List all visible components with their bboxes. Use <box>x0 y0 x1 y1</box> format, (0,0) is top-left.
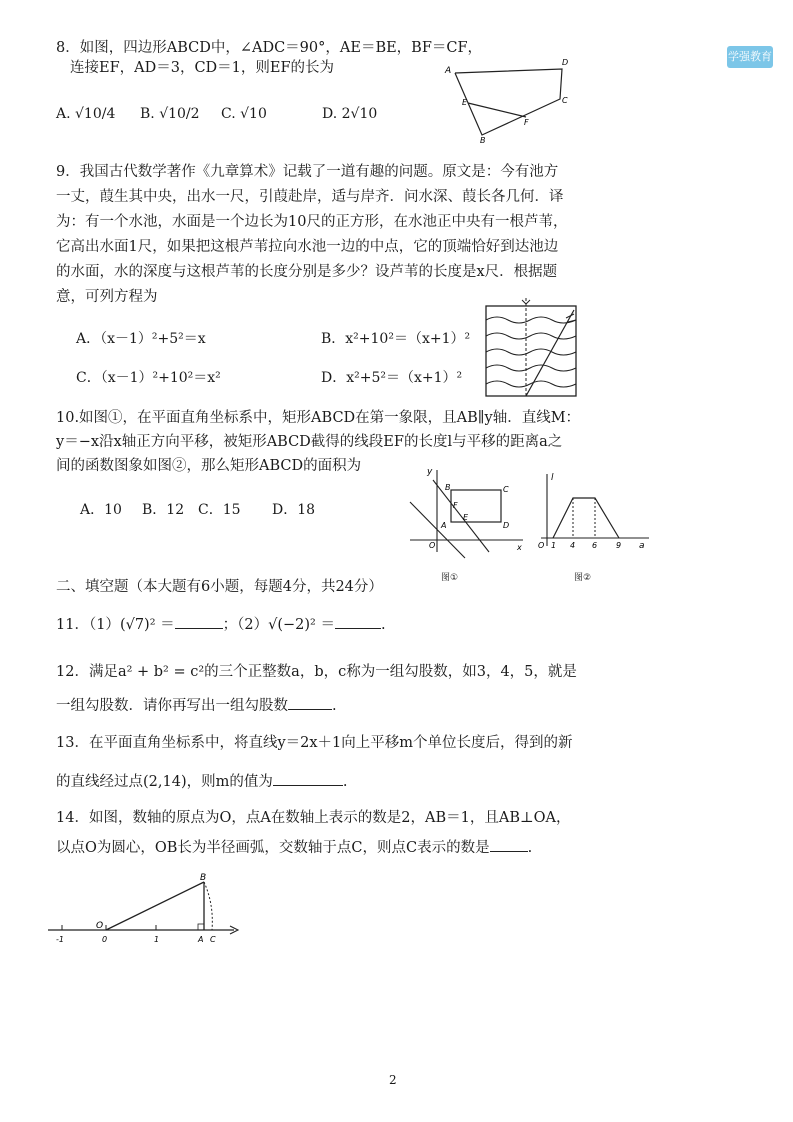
q8-line1: 8．如图，四边形ABCD中，∠ADC＝90°，AE＝BE，BF＝CF， <box>56 40 483 56</box>
q14-label-c: C <box>210 935 216 944</box>
q13-line1: 13．在平面直角坐标系中，将直线y＝2x＋1向上平移m个单位长度后，得到的新 <box>56 735 573 751</box>
q10-fig1-label-f: F <box>453 501 458 510</box>
q8-label-b: B <box>480 136 486 145</box>
q11-expression2: √(−2)² ＝ <box>268 617 335 633</box>
q10-figure2-function-graph <box>535 468 653 550</box>
q14-label-o: O <box>96 921 104 931</box>
q9-option-a: A．（x－1）²+5²＝x <box>76 331 206 347</box>
q10-line1: 10.如图①，在平面直角坐标系中，矩形ABCD在第一象限，且AB∥y轴．直线M： <box>56 410 581 426</box>
q10-figure1-caption: 图① <box>441 573 459 583</box>
q9-option-c: C．（x－1）²+10²＝x² <box>76 370 221 386</box>
q10-figure2-caption: 图② <box>574 573 592 583</box>
q14-end: . <box>527 840 533 856</box>
q9-line6: 意，可列方程为 <box>56 289 158 305</box>
q8-option-b: B. √10/2 <box>140 106 200 122</box>
q10-fig1-label-c: C <box>503 485 509 494</box>
q10-fig2-label-a: a <box>639 541 645 550</box>
q9-line5: 的水面，水的深度与这根芦苇的长度分别是多少？设芦苇的长度是x尺．根据题 <box>56 264 558 280</box>
q13-line2 <box>56 772 347 792</box>
q10-option-b: B．12 <box>142 502 185 518</box>
q10-option-d: D．18 <box>272 502 316 518</box>
q10-fig1-label-o: O <box>429 541 436 550</box>
q8-quadrilateral-figure <box>440 55 580 145</box>
q12-end: . <box>332 698 337 714</box>
q10-fig2-label-l: l <box>551 473 554 483</box>
q10-line3: 间的函数图象如图②，那么矩形ABCD的面积为 <box>56 458 362 474</box>
watermark-logo: 学强教育 <box>727 46 773 68</box>
q14-tick-minus1: -1 <box>56 935 64 944</box>
q9-line2: 一丈，葭生其中央，出水一尺，引葭赴岸，适与岸齐．问水深、葭长各几何．译 <box>56 189 564 205</box>
q10-fig1-label-x: x <box>517 543 522 552</box>
q12-line2 <box>56 696 337 716</box>
q14-line2-text: 以点O为圆心，OB长为半径画弧，交数轴于点C，则点C表示的数是 <box>56 840 490 856</box>
q11-separator: ；（2） <box>222 617 269 633</box>
q11-end: . <box>380 617 386 633</box>
q12-answer-blank[interactable] <box>288 709 332 710</box>
q11-expression1: (√7)² ＝ <box>119 617 175 633</box>
q8-label-e: E <box>462 98 468 107</box>
q14-line1: 14．如图，数轴的原点为O，点A在数轴上表示的数是2，AB＝1，且AB⊥OA， <box>56 810 571 826</box>
q14-label-a: A <box>198 935 204 944</box>
q10-fig1-label-b: B <box>445 483 451 492</box>
q10-fig1-label-d: D <box>503 521 510 530</box>
q14-number-line-figure <box>44 868 244 950</box>
page-number: 2 <box>389 1073 397 1087</box>
q10-figure1-coordinate-rectangle <box>405 462 530 562</box>
q10-fig2-label-o: O <box>538 541 545 550</box>
q8-label-d: D <box>562 58 569 67</box>
q8-option-c: C. √10 <box>221 106 267 122</box>
q10-fig2-tick-4: 4 <box>570 541 576 550</box>
q9-option-d: D．x²+5²＝（x+1）² <box>321 370 463 386</box>
q14-answer-blank[interactable] <box>490 851 528 852</box>
q8-option-a: A. √10/4 <box>56 106 116 122</box>
q13-answer-blank[interactable] <box>273 785 343 786</box>
q8-label-a: A <box>445 66 452 76</box>
q13-line2-text: 的直线经过点(2,14)，则m的值为 <box>56 774 273 790</box>
q9-option-b: B．x²+10²＝（x+1）² <box>321 331 471 347</box>
q12-line1: 12．满足a² + b² = c²的三个正整数a，b，c称为一组勾股数，如3，4，5，就是 <box>56 664 577 680</box>
q8-line2: 连接EF，AD＝3，CD＝1，则EF的长为 <box>70 60 335 76</box>
q14-line2 <box>56 838 532 858</box>
q14-tick-0: 0 <box>102 935 108 944</box>
q11-answer-blank1[interactable] <box>175 628 223 629</box>
q10-fig1-label-e: E <box>463 513 469 522</box>
q14-tick-1: 1 <box>154 935 160 944</box>
q9-line1: 9．我国古代数学著作《九章算术》记载了一道有趣的问题。原文是：今有池方 <box>56 164 559 180</box>
q10-line2: y＝−x沿x轴正方向平移，被矩形ABCD截得的线段EF的长度l与平移的距离a之 <box>56 434 563 450</box>
q13-end: . <box>342 774 348 790</box>
q14-label-b: B <box>200 873 207 883</box>
q10-fig2-tick-9: 9 <box>616 541 622 550</box>
q10-fig1-label-a: A <box>441 521 447 530</box>
q9-line4: 它高出水面1尺，如果把这根芦苇拉向水池一边的中点，它的顶端恰好到达池边 <box>56 239 559 255</box>
q10-option-c: C．15 <box>198 502 241 518</box>
q8-option-d: D. 2√10 <box>322 106 378 122</box>
q8-label-f: F <box>524 118 529 127</box>
q8-label-c: C <box>562 96 568 105</box>
q10-fig2-tick-6: 6 <box>592 541 598 550</box>
q11-prefix: 11．（1） <box>56 617 120 633</box>
q9-line3: 为：有一个水池，水面是一个边长为10尺的正方形，在水池正中央有一根芦苇， <box>56 214 568 230</box>
q9-pond-reed-figure <box>482 296 582 402</box>
q11-answer-blank2[interactable] <box>335 628 381 629</box>
q12-line2-text: 一组勾股数．请你再写出一组勾股数 <box>56 698 288 714</box>
section2-heading: 二、填空题（本大题有6小题，每题4分，共24分） <box>56 579 383 595</box>
q10-fig2-tick-1: 1 <box>551 541 557 550</box>
q10-option-a: A．10 <box>80 502 122 518</box>
q11-line <box>56 615 386 635</box>
q10-fig1-label-y: y <box>427 467 433 477</box>
